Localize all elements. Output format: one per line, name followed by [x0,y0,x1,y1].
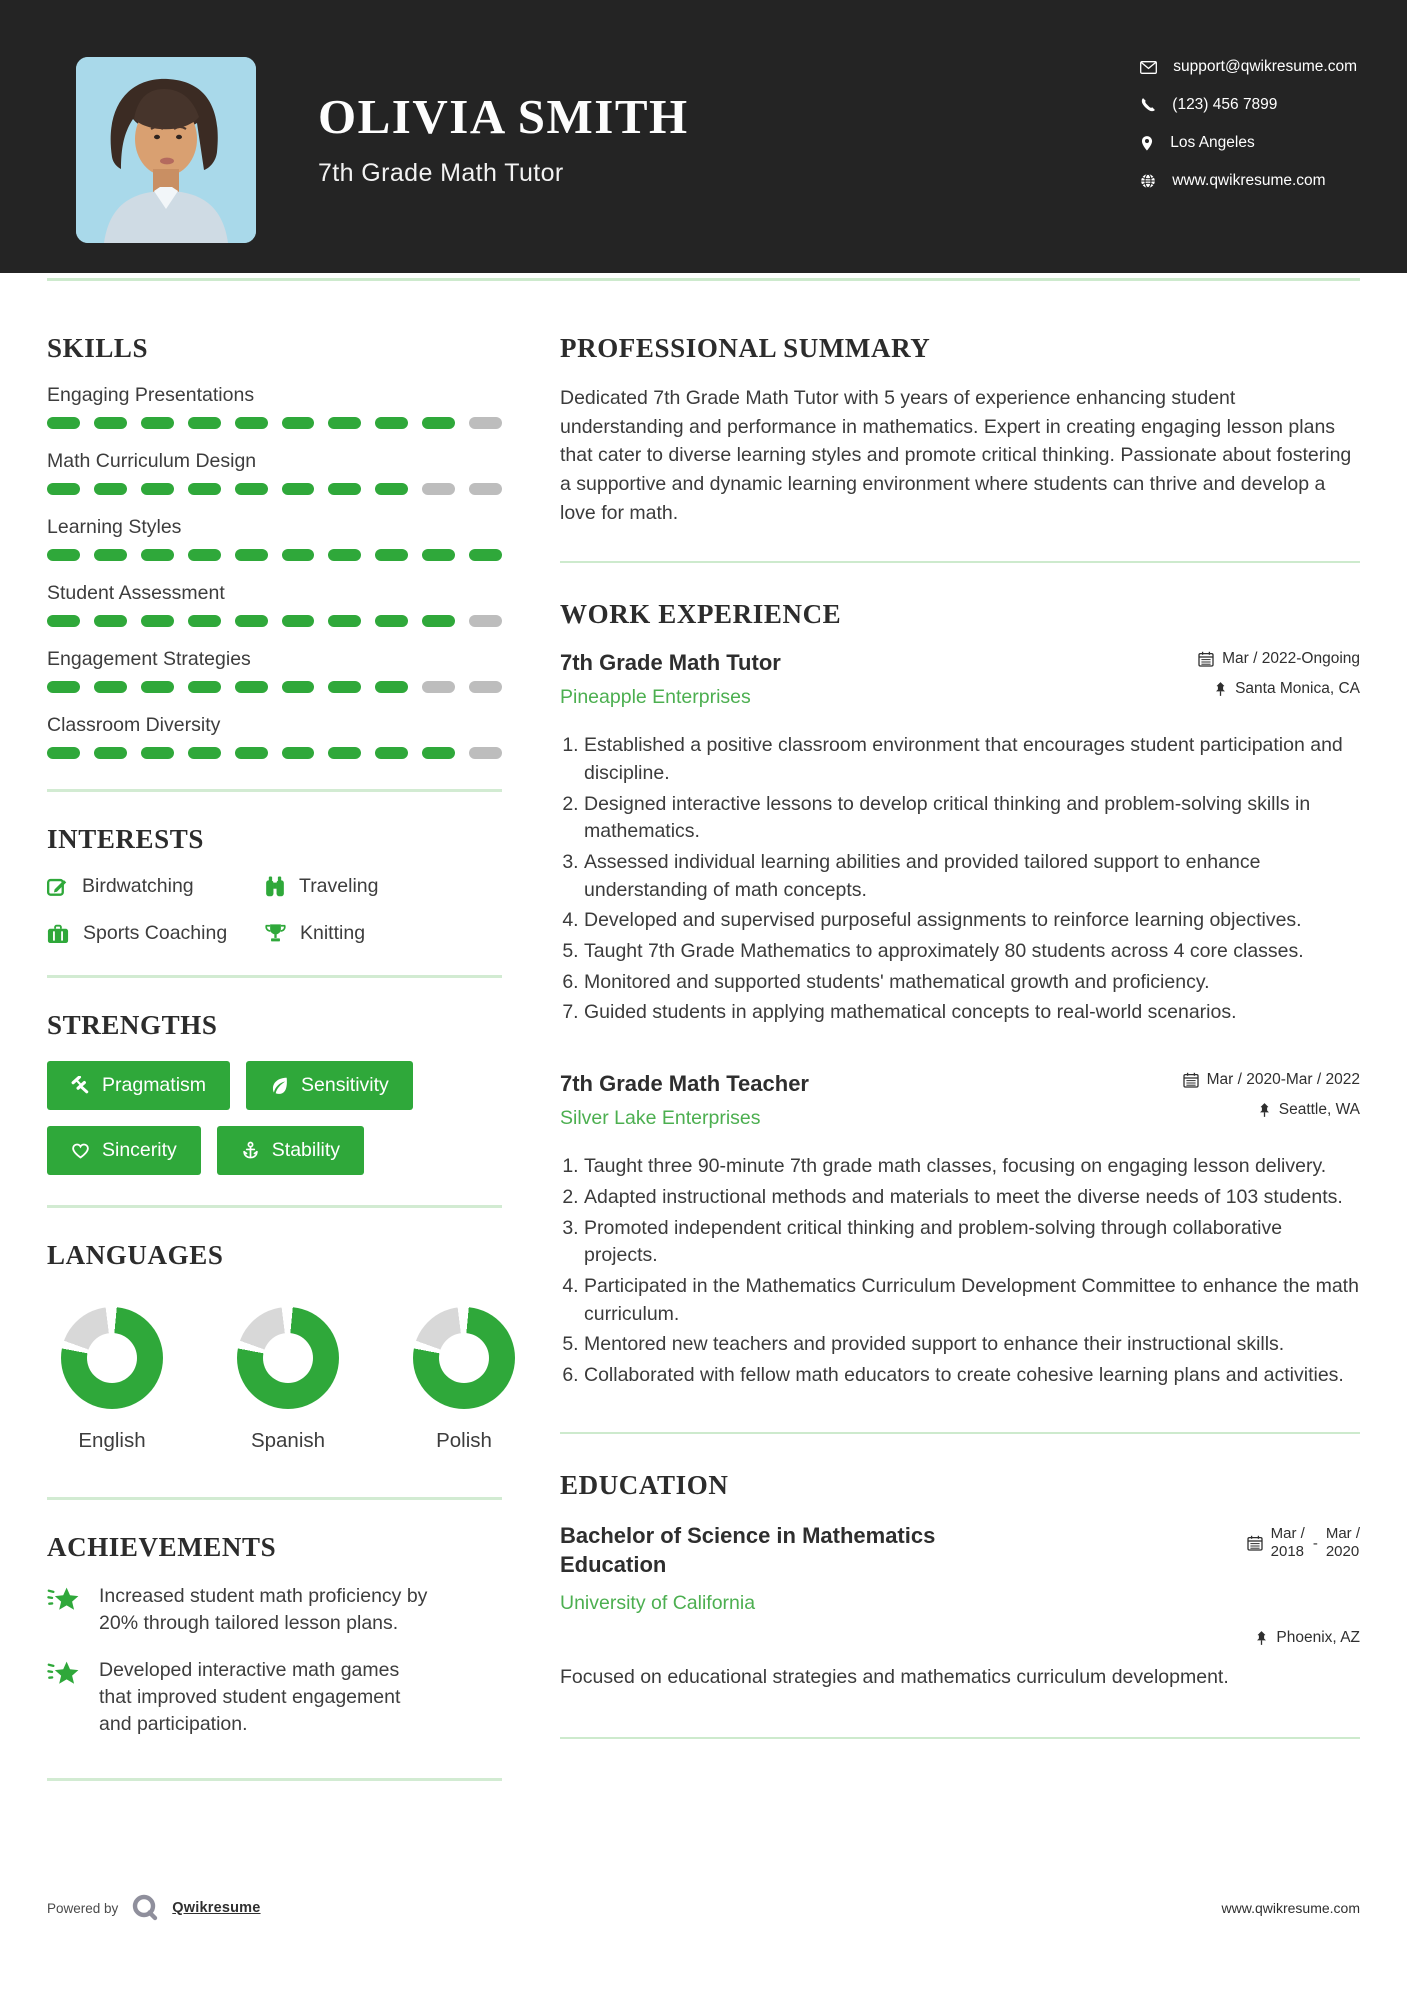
language-item [237,1307,339,1453]
trophy-icon [265,923,286,944]
skill-segment [328,681,361,693]
language-label: English [78,1429,146,1452]
skill-segment [235,483,268,495]
education-heading: EDUCATION [560,1469,729,1500]
skill-segment [47,483,80,495]
section-divider [560,561,1360,563]
phone-icon [1140,97,1156,113]
skill-label: Engagement Strategies [47,648,251,670]
section-divider [47,1497,502,1500]
skill-label: Student Assessment [47,582,225,604]
skill-segment [282,483,315,495]
strength-chip [217,1126,364,1175]
contact-website[interactable] [1140,172,1357,190]
skill-segment [375,483,408,495]
job-bullet: 4. Developed and supervised purposeful assignments to reinforce learning objectives. [584,907,1360,935]
skill-segment [188,417,221,429]
skill-bar [47,615,502,627]
education-date-to-year: 2020 [1325,1543,1360,1561]
pushpin-icon [1255,1630,1268,1646]
section-divider [47,1205,502,1208]
skill-segment [188,615,221,627]
shooting-star-icon [47,1585,81,1615]
achievement-text: Developed interactive math games that improved student engagement and participation. [99,1658,401,1735]
skill-segment [235,417,268,429]
achievement-text: Increased student math proficiency by 20% through tailored lesson plans. [99,1585,428,1634]
profile-photo [76,57,256,243]
person-job-title: 7th Grade Math Tutor [318,159,564,187]
skills-heading: SKILLS [47,333,149,363]
skill-bar [47,747,502,759]
job-location: Seattle, WA [1278,1101,1360,1119]
languages-list [47,1307,502,1453]
education-location: Phoenix, AZ [1276,1629,1360,1647]
education-dates [1247,1525,1360,1563]
job-meta [1198,650,1360,710]
skill-segment [375,549,408,561]
skill-bar [47,681,502,693]
skill-bar [47,417,502,429]
skill-segment [328,483,361,495]
skill-label: Classroom Diversity [47,714,221,736]
edit-icon [47,876,68,897]
job-location-row [1198,680,1360,698]
language-label: Polish [436,1429,492,1452]
contact-location [1140,134,1357,152]
skill-segment [141,549,174,561]
leaf-icon [270,1076,289,1095]
strength-chip [246,1061,413,1110]
skill-segment [469,615,502,627]
briefcase-icon [47,924,69,944]
pushpin-icon [1214,681,1227,697]
skill-item [47,648,502,693]
job-date: Mar / 2020-Mar / 2022 [1206,1071,1360,1089]
binoculars-icon [265,876,285,897]
section-divider [560,1432,1360,1434]
job-company: Pineapple Enterprises [560,686,751,709]
skill-segment [47,615,80,627]
skill-segment [422,681,455,693]
skill-segment [235,681,268,693]
summary-text: Dedicated 7th Grade Math Tutor with 5 years of experience enhancing student understanding and performance in mathematics. Expert in creating engaging lesson plans that cater to diverse learning styles and promote critical thinking. Passionate about fostering a supportive and dynamic learning environment where students can thrive and develop a love for math. [560,387,1352,524]
job-bullet: 7. Guided students in applying mathematical concepts to real-world scenarios. [584,999,1360,1027]
job-bullet-list [560,1153,1360,1390]
languages-heading: LANGUAGES [47,1240,224,1270]
job-bullet: 2. Adapted instructional methods and materials to meet the diverse needs of 103 students. [584,1184,1360,1212]
skill-segment [469,747,502,759]
education-location-row [560,1629,1360,1647]
section-divider [47,1778,502,1781]
strength-label: Sincerity [102,1139,177,1161]
job-date-row [1198,650,1360,668]
language-item [61,1307,163,1453]
education-date-to [1326,1525,1360,1563]
interest-item [265,875,502,898]
section-divider [47,789,502,792]
footer [47,1893,1360,1923]
job-bullet-list [560,732,1360,1027]
job-header [560,1071,1360,1131]
interest-item [265,922,502,945]
skill-segment [141,483,174,495]
education-date-from-month: Mar / [1270,1524,1305,1542]
strengths-list [47,1061,502,1175]
skill-segment [375,615,408,627]
skill-segment [469,549,502,561]
skill-segment [188,681,221,693]
job-title-block [560,1071,809,1130]
left-column [47,333,502,1813]
skill-segment [94,417,127,429]
skill-segment [282,681,315,693]
job-bullet: 5. Taught 7th Grade Mathematics to approximately 80 students across 4 core classes. [584,938,1360,966]
strength-chip [47,1061,230,1110]
skill-item [47,582,502,627]
calendar-icon [1198,651,1214,667]
language-donut [61,1307,163,1409]
interest-label: Birdwatching [82,875,194,897]
skill-item [47,714,502,759]
identity-block [318,88,689,188]
job-title-block [560,650,781,709]
job-bullet: 6. Collaborated with fellow math educators to create cohesive learning plans and activities. [584,1362,1360,1390]
skill-segment [188,747,221,759]
job-location: Santa Monica, CA [1235,680,1360,698]
job-bullet: 6. Monitored and supported students' mathematical growth and proficiency. [584,969,1360,997]
qwikresume-logo [130,1893,160,1923]
skill-segment [188,549,221,561]
skill-segment [282,417,315,429]
job-bullet: 3. Assessed individual learning abilities and provided tailored support to enhance understanding of math concepts. [584,849,1360,904]
job-title: 7th Grade Math Tutor [560,650,781,676]
job-bullet: 1. Established a positive classroom environment that encourages student participation and discipline. [584,732,1360,787]
skill-bar [47,483,502,495]
gavel-icon [71,1076,90,1095]
job-entry [560,1071,1360,1390]
qwikresume-link[interactable]: Qwikresume [172,1900,261,1916]
skill-segment [235,615,268,627]
skill-segment [94,681,127,693]
skill-segment [469,483,502,495]
job-title: 7th Grade Math Teacher [560,1071,809,1097]
interests-grid [47,875,502,945]
skill-label: Learning Styles [47,516,182,538]
skill-segment [282,549,315,561]
skill-segment [422,417,455,429]
shooting-star-icon [47,1659,81,1689]
education-degree: Bachelor of Science in Mathematics Education [560,1522,936,1578]
skill-label: Math Curriculum Design [47,450,257,472]
skill-segment [375,681,408,693]
strength-label: Stability [271,1139,341,1161]
skill-segment [94,483,127,495]
footer-brand-group [47,1893,261,1923]
skill-bar [47,549,502,561]
interest-item [47,875,265,898]
person-name: OLIVIA SMITH [318,89,689,144]
interest-label: Knitting [300,922,366,944]
skill-segment [469,681,502,693]
education-date-from [1271,1525,1305,1563]
skill-segment [141,681,174,693]
job-meta [1183,1071,1360,1131]
profile-photo-illustration [76,57,256,243]
header-bar [0,0,1407,273]
job-bullet: 4. Participated in the Mathematics Curriculum Development Committee to enhance the math curriculum. [584,1273,1360,1328]
skill-segment [328,417,361,429]
contact-website-text: www.qwikresume.com [1172,172,1326,189]
skill-segment [235,549,268,561]
skill-segment [47,417,80,429]
calendar-icon [1183,1072,1199,1088]
achievement-item [47,1583,502,1637]
skill-item [47,450,502,495]
skill-segment [422,483,455,495]
interest-label: Traveling [299,875,379,897]
interest-label: Sports Coaching [83,922,228,944]
skill-segment [47,681,80,693]
contact-email[interactable] [1140,58,1357,76]
skill-segment [141,615,174,627]
skill-segment [188,483,221,495]
skill-item [47,384,502,429]
skill-segment [422,549,455,561]
skill-segment [328,747,361,759]
contact-email-text: support@qwikresume.com [1173,58,1357,75]
contact-phone-text: (123) 456 7899 [1172,96,1278,113]
skill-segment [94,615,127,627]
skill-segment [47,747,80,759]
skill-segment [328,615,361,627]
section-divider [560,1737,1360,1739]
heart-icon [71,1141,90,1160]
achievements-heading: ACHIEVEMENTS [47,1532,277,1562]
language-donut [237,1307,339,1409]
skill-segment [47,549,80,561]
language-item [413,1307,515,1453]
contact-location-text: Los Angeles [1170,134,1255,151]
skill-segment [469,417,502,429]
achievement-item [47,1657,502,1738]
language-donut [413,1307,515,1409]
strength-chip [47,1126,201,1175]
job-company: Silver Lake Enterprises [560,1107,761,1130]
skill-segment [328,549,361,561]
summary-heading: PROFESSIONAL SUMMARY [560,333,931,363]
content-columns [0,333,1407,1813]
job-bullet: 2. Designed interactive lessons to develop critical thinking and problem-solving skills in mathematics. [584,791,1360,846]
contact-phone [1140,96,1357,114]
skill-label: Engaging Presentations [47,384,255,406]
header-divider [47,278,1360,281]
skill-segment [141,747,174,759]
location-icon [1140,135,1154,152]
contact-list [1140,58,1357,190]
powered-by-label: Powered by [47,1900,119,1916]
skill-segment [94,747,127,759]
job-bullet: 1. Taught three 90-minute 7th grade math classes, focusing on engaging lesson delivery. [584,1153,1360,1181]
job-bullet: 3. Promoted independent critical thinking and problem-solving through collaborative projects. [584,1215,1360,1270]
calendar-icon [1247,1535,1263,1551]
skill-segment [375,747,408,759]
interests-heading: INTERESTS [47,824,204,854]
globe-icon [1140,173,1156,189]
language-label: Spanish [250,1429,326,1452]
skill-segment [282,615,315,627]
skill-segment [94,549,127,561]
skill-segment [235,747,268,759]
section-divider [47,975,502,978]
education-date-separator: - [1312,1534,1318,1552]
skill-segment [141,417,174,429]
pushpin-icon [1258,1102,1271,1118]
mail-icon [1140,61,1157,74]
skill-segment [422,747,455,759]
right-column [560,333,1360,1813]
footer-site-url[interactable]: www.qwikresume.com [1221,1900,1360,1916]
skill-segment [375,417,408,429]
skill-segment [422,615,455,627]
job-location-row [1183,1101,1360,1119]
job-date-row [1183,1071,1360,1089]
work-experience-heading: WORK EXPERIENCE [560,599,842,630]
education-school: University of California [560,1592,756,1615]
strengths-heading: STRENGTHS [47,1010,218,1040]
job-date: Mar / 2022-Ongoing [1222,650,1360,668]
strength-label: Sensitivity [301,1074,389,1096]
skill-item [47,516,502,561]
education-date-from-year: 2018 [1270,1543,1305,1561]
job-entry [560,650,1360,1027]
job-header [560,650,1360,710]
job-bullet: 5. Mentored new teachers and provided support to enhance their instructional skills. [584,1331,1360,1359]
interest-item [47,922,265,945]
education-header [560,1521,1360,1580]
anchor-icon [241,1141,260,1160]
education-date-to-month: Mar / [1325,1524,1360,1542]
skill-segment [282,747,315,759]
strength-label: Pragmatism [102,1074,207,1096]
education-note: Focused on educational strategies and mathematics curriculum development. [560,1666,1229,1689]
